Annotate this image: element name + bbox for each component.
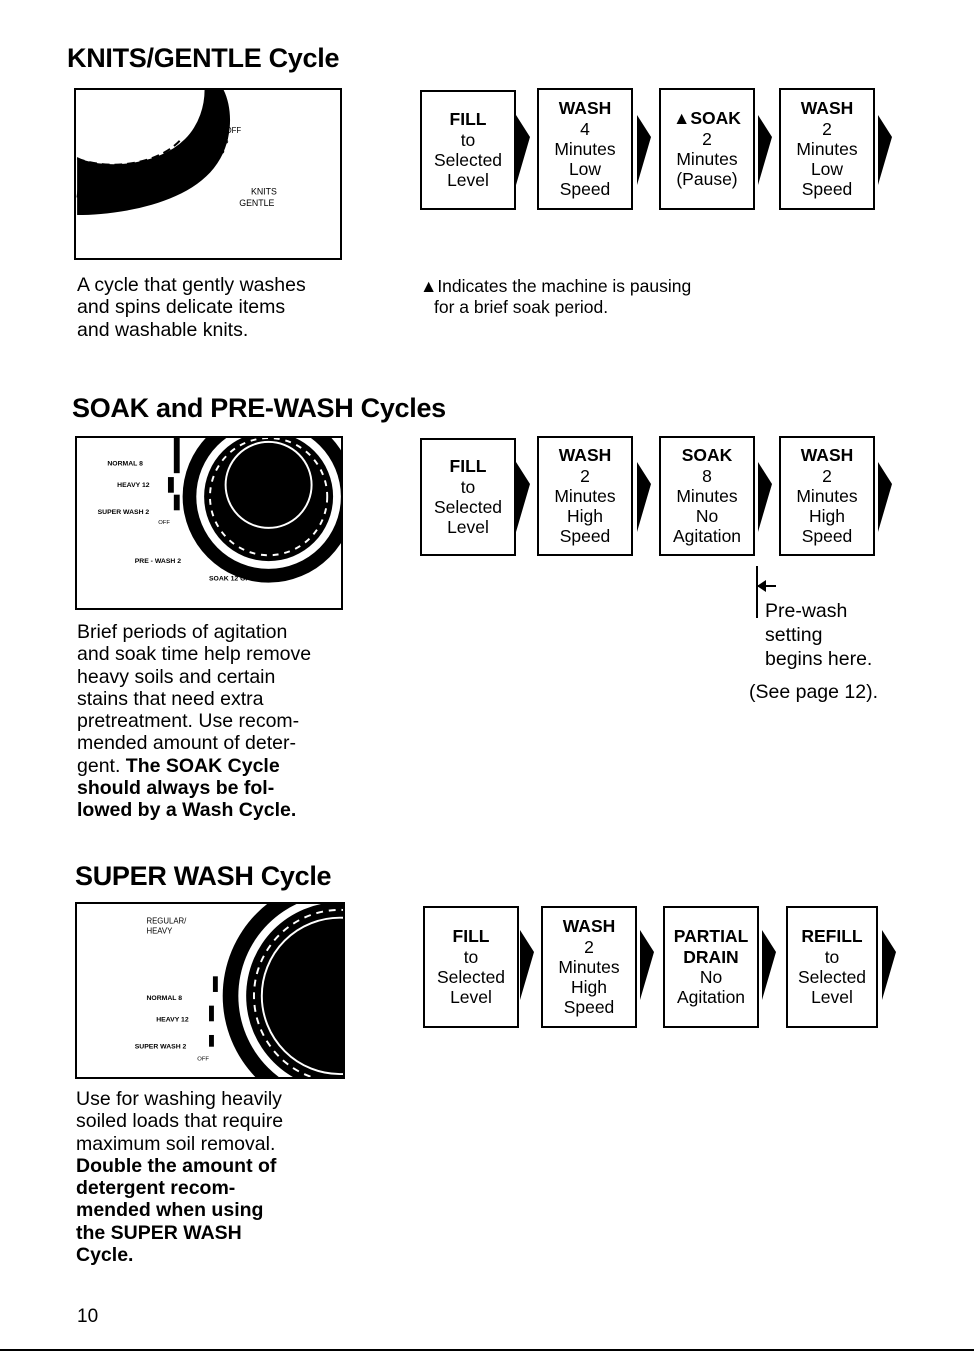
knits-arrow-2: [637, 115, 651, 185]
step-title: DRAIN: [683, 946, 739, 967]
step-line: 4: [580, 118, 590, 139]
dial-label-superwash: SUPER WASH 2: [97, 509, 150, 517]
step-title: ▲SOAK: [673, 108, 741, 129]
dial-label-6: 6: [219, 145, 225, 156]
soak-dial-illustration: [75, 436, 343, 610]
superwash-step-partial-drain: [663, 906, 759, 1028]
soak-desc-line: pretreatment. Use recom-: [77, 710, 300, 733]
soak-desc-line: mended amount of deter-: [77, 732, 296, 755]
superwash-step-refill: [786, 906, 878, 1028]
superwash-desc-line: Double the amount of: [76, 1154, 277, 1177]
step-line: 2: [822, 118, 832, 139]
knob-cap: [226, 442, 312, 528]
step-line: Minutes: [796, 485, 858, 506]
step-line: No: [699, 967, 723, 987]
soak-step-wash-1: [537, 436, 633, 556]
superwash-description: [76, 1088, 283, 1266]
step-title: FILL: [449, 456, 487, 477]
soak-arrow-4: [878, 462, 892, 532]
step-title: REFILL: [801, 926, 863, 947]
knits-desc-line: and spins delicate items: [77, 296, 286, 319]
step-line: to: [824, 946, 840, 967]
superwash-step-wash: [541, 906, 637, 1028]
step-title: FILL: [449, 109, 487, 130]
step-line: 2: [702, 128, 712, 149]
dial-mark-2: [174, 495, 180, 511]
step-line: Agitation: [676, 987, 746, 1008]
knits-step-soak: [659, 88, 755, 210]
soak-arrow-1: [516, 462, 530, 532]
step-line: Level: [447, 170, 489, 191]
knits-heading: KNITS/GENTLE Cycle: [67, 43, 340, 73]
knits-dial-illustration: [74, 88, 342, 260]
superwash-desc-line: mended when using: [76, 1199, 264, 1222]
dial-label-normal: NORMAL 8: [107, 460, 143, 468]
knits-arrow-3: [758, 115, 772, 185]
soak-description: [77, 621, 311, 822]
dial-label-off: OFF: [197, 1056, 210, 1063]
dial-mark-1: [208, 127, 213, 141]
dial-label-knits: KNITS: [250, 186, 277, 197]
superwash-desc-line: detergent recom-: [76, 1177, 236, 1200]
dial-label-8: 8: [223, 135, 229, 146]
step-line: to: [460, 476, 476, 497]
dial-mark-1: [168, 477, 174, 493]
step-line: No: [695, 506, 719, 527]
knits-soak-note: [420, 276, 691, 318]
step-line: Speed: [559, 526, 611, 547]
knits-desc-line: A cycle that gently washes: [77, 274, 306, 296]
soak-dial-drawing: [77, 438, 341, 608]
step-title: WASH: [800, 98, 854, 119]
step-line: Low: [568, 159, 602, 180]
step-title: WASH: [800, 445, 854, 466]
step-line: Selected: [436, 967, 506, 987]
superwash-desc-line: maximum soil removal.: [76, 1132, 276, 1155]
superwash-desc-line: Use for washing heavily: [76, 1088, 282, 1110]
step-line: Level: [811, 987, 853, 1008]
desc-bold-text: The SOAK Cycle: [125, 754, 280, 777]
superwash-desc-line: soiled loads that require: [76, 1110, 284, 1133]
see-page-reference: (See page 12).: [749, 681, 879, 703]
dial-mark-top: [174, 438, 180, 473]
soak-arrow-2: [637, 462, 651, 532]
dial-label-regular: REGULAR/: [146, 916, 187, 926]
step-line: to: [460, 129, 476, 150]
note-line: ▲Indicates the machine is pausing: [420, 276, 692, 296]
step-line: 2: [580, 465, 590, 486]
soak-desc-line: [77, 755, 311, 777]
soak-step-fill: [420, 438, 516, 556]
step-line: Low: [810, 159, 844, 180]
note-line: for a brief soak period.: [434, 297, 609, 317]
prewash-line: begins here.: [765, 648, 873, 670]
dial-label-heavy12: HEAVY 12: [156, 1016, 189, 1024]
page-number: 10: [77, 1306, 99, 1327]
step-line: 8: [702, 465, 712, 486]
soak-desc-line: heavy soils and certain: [77, 665, 276, 688]
step-line: Level: [450, 987, 492, 1008]
prewash-line: setting: [765, 624, 823, 646]
dial-mark-3: [209, 1035, 214, 1047]
prewash-line: Pre-wash: [765, 600, 848, 622]
step-line: Level: [447, 517, 489, 538]
step-line: Minutes: [796, 138, 858, 159]
knits-desc-line: and washable knits.: [77, 318, 249, 341]
superwash-arrow-3: [762, 930, 776, 1000]
dial-label-prewash: PRE - WASH 2: [134, 558, 182, 566]
step-line: Speed: [801, 526, 853, 547]
dial-mark-2: [206, 141, 211, 153]
step-line: Minutes: [676, 485, 738, 506]
superwash-heading: SUPER WASH Cycle: [75, 861, 332, 891]
step-line: (Pause): [676, 169, 738, 190]
knob-marker: [211, 90, 216, 129]
step-title: FILL: [452, 926, 490, 947]
knits-step-wash-1: [537, 88, 633, 210]
knits-arrow-1: [516, 115, 530, 185]
step-line: Speed: [559, 179, 611, 200]
soak-arrow-3: [758, 462, 772, 532]
step-title: WASH: [558, 445, 612, 466]
superwash-dial-drawing: [77, 904, 343, 1077]
soak-desc-line: lowed by a Wash Cycle.: [77, 799, 297, 822]
dial-label-gentle: GENTLE: [239, 198, 275, 209]
knits-step-fill: [420, 90, 516, 210]
step-line: High: [567, 506, 603, 527]
dial-label-soak12: K 12 OFF: [79, 205, 113, 215]
knits-arrow-4: [878, 115, 892, 185]
superwash-desc-line: Cycle.: [76, 1244, 134, 1267]
step-title: SOAK: [681, 445, 733, 466]
knits-dial-drawing: [76, 90, 340, 258]
soak-desc-line: should always be fol-: [77, 777, 275, 800]
page-bottom-rule: [0, 1349, 974, 1351]
dial-label-off: OFF: [158, 519, 170, 526]
step-line: 2: [584, 936, 594, 957]
superwash-arrow-1: [520, 930, 534, 1000]
superwash-arrow-2: [640, 930, 654, 1000]
dial-mark-1: [213, 976, 218, 992]
dial-label-superwash: SUPER WASH 2: [134, 1043, 187, 1051]
step-title: PARTIAL: [673, 926, 749, 947]
superwash-desc-line: the SUPER WASH: [76, 1221, 242, 1244]
step-line: Minutes: [554, 485, 616, 506]
dial-label-heavy: HEAVY: [146, 926, 173, 936]
step-title: WASH: [562, 916, 616, 937]
soak-step-soak: [659, 436, 755, 556]
step-line: Minutes: [558, 956, 620, 977]
prewash-note: [765, 599, 872, 671]
step-title: WASH: [558, 98, 612, 119]
step-line: Speed: [563, 997, 615, 1018]
step-line: 2: [822, 465, 832, 486]
dial-mark-2: [209, 1006, 214, 1022]
superwash-arrow-4: [882, 930, 896, 1000]
soak-desc-line: Brief periods of agitation: [77, 621, 288, 643]
step-line: High: [809, 506, 845, 527]
step-line: to: [463, 946, 479, 967]
knits-step-wash-2: [779, 88, 875, 210]
step-line: Selected: [433, 497, 503, 517]
knits-description: [77, 274, 306, 341]
desc-text: gent.: [77, 754, 126, 777]
dial-label-soak: SOAK 12 OFF: [209, 575, 254, 583]
dial-label-heavy: HEAVY 12: [117, 481, 150, 489]
step-line: Minutes: [676, 149, 738, 169]
step-line: High: [571, 977, 607, 998]
soak-desc-line: and soak time help remove: [77, 643, 312, 666]
soak-step-wash-2: [779, 436, 875, 556]
soak-heading: SOAK and PRE-WASH Cycles: [72, 393, 446, 423]
soak-desc-line: stains that need extra: [77, 687, 264, 710]
dial-label-normal: NORMAL 8: [146, 994, 183, 1002]
superwash-dial-illustration: [75, 902, 345, 1079]
step-line: Selected: [433, 150, 503, 170]
step-line: Agitation: [672, 526, 742, 547]
step-line: Speed: [801, 179, 853, 200]
step-line: Minutes: [554, 138, 616, 159]
step-line: Selected: [797, 967, 867, 987]
dial-label-off: OFF: [225, 125, 242, 135]
superwash-step-fill: [423, 906, 519, 1028]
